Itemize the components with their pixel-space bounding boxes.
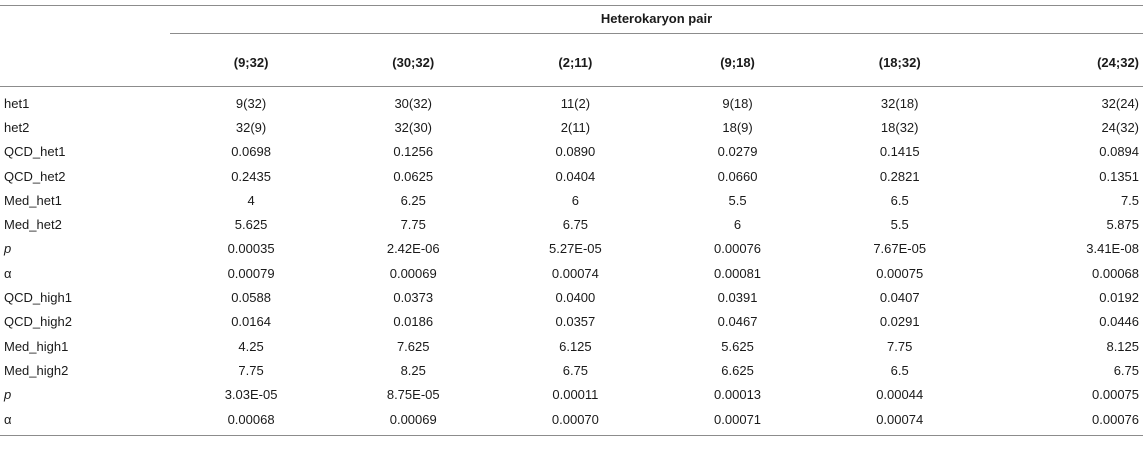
table-cell: 5.5 bbox=[728, 192, 747, 208]
table-cell: 0.0588 bbox=[231, 290, 271, 306]
table-cell: 0.00079 bbox=[227, 265, 275, 281]
row-label: p bbox=[4, 241, 12, 257]
table-cell: 0.0357 bbox=[555, 314, 596, 330]
row-label: het2 bbox=[4, 119, 30, 135]
table-row bbox=[0, 383, 1143, 407]
row-label: Med_het1 bbox=[4, 192, 62, 208]
table-cell: 5.625 bbox=[721, 338, 754, 354]
column-header-row bbox=[0, 38, 1143, 87]
table-row bbox=[0, 237, 1143, 261]
table-cell: 7.75 bbox=[400, 217, 426, 233]
column-header: (9;32) bbox=[170, 38, 332, 87]
row-label: p bbox=[4, 387, 12, 403]
table-cell: 0.0407 bbox=[879, 290, 920, 306]
table-cell: 6.125 bbox=[559, 338, 592, 354]
table-row bbox=[0, 407, 1143, 436]
table-row bbox=[0, 87, 1143, 116]
table-row bbox=[0, 310, 1143, 334]
table-cell: 7.75 bbox=[238, 362, 264, 378]
table-cell: 0.2821 bbox=[879, 168, 920, 184]
table-cell: 0.00074 bbox=[551, 265, 599, 281]
row-label: QCD_high1 bbox=[4, 290, 72, 306]
row-label: QCD_het2 bbox=[4, 168, 66, 184]
table-cell: 6.75 bbox=[562, 217, 589, 233]
table-cell: 0.00071 bbox=[656, 407, 818, 436]
table-cell: 7.75 bbox=[887, 338, 913, 354]
table-cell: 0.00011 bbox=[552, 387, 599, 403]
table-cell: 6.25 bbox=[400, 192, 426, 208]
table-cell: 0.0164 bbox=[231, 314, 271, 330]
row-label: QCD_high2 bbox=[4, 314, 72, 330]
table-cell: 0.0625 bbox=[393, 168, 434, 184]
table-row bbox=[0, 285, 1143, 309]
table-row bbox=[0, 140, 1143, 164]
row-label: Med_het2 bbox=[4, 217, 62, 233]
table-cell: 32(24) bbox=[1101, 95, 1140, 111]
table-cell: 32(9) bbox=[235, 119, 267, 135]
table-cell: 11(2) bbox=[560, 95, 591, 111]
table-cell: 0.00076 bbox=[981, 407, 1143, 436]
corner-cell bbox=[0, 6, 170, 39]
table-body bbox=[0, 87, 1143, 436]
table-cell: 6.75 bbox=[562, 362, 589, 378]
table-cell: 0.00068 bbox=[1092, 265, 1140, 281]
table-cell: 2(11) bbox=[560, 119, 591, 135]
table-cell: 8.75E-05 bbox=[386, 387, 440, 403]
table-cell: 0.0400 bbox=[555, 290, 596, 306]
table-cell: 24(32) bbox=[1101, 119, 1140, 135]
table-cell: 7.67E-05 bbox=[873, 241, 927, 257]
table-row bbox=[0, 261, 1143, 285]
table-cell: 4 bbox=[247, 192, 255, 208]
table-cell: 8.125 bbox=[1106, 338, 1140, 354]
row-label: QCD_het1 bbox=[4, 144, 66, 160]
table-cell: 32(18) bbox=[880, 95, 919, 111]
table-cell: 0.0890 bbox=[555, 144, 596, 160]
column-header: (2;11) bbox=[494, 38, 656, 87]
group-header-title: Heterokaryon pair bbox=[170, 11, 1143, 34]
column-header: (9;18) bbox=[656, 38, 818, 87]
table-cell: 0.0894 bbox=[1099, 144, 1140, 160]
table-cell: 0.00013 bbox=[714, 387, 762, 403]
table-cell: 0.00076 bbox=[714, 241, 762, 257]
table-cell: 6 bbox=[733, 217, 742, 233]
table-cell: 18(9) bbox=[722, 119, 753, 135]
table-cell: 0.0660 bbox=[717, 168, 758, 184]
table-cell: 32(30) bbox=[394, 119, 433, 135]
table-cell: 0.0391 bbox=[717, 290, 758, 306]
table-cell: 6.75 bbox=[1113, 362, 1140, 378]
table-cell: 5.625 bbox=[234, 217, 268, 233]
table-cell: 6.5 bbox=[890, 362, 909, 378]
table-cell: 0.00070 bbox=[494, 407, 656, 436]
table-cell: 0.0698 bbox=[231, 144, 271, 160]
table-cell: 0.0446 bbox=[1099, 314, 1140, 330]
table-cell: 0.1351 bbox=[1099, 168, 1140, 184]
table-row bbox=[0, 358, 1143, 382]
table-row bbox=[0, 212, 1143, 236]
group-header-cell bbox=[170, 6, 1143, 39]
table-cell: 0.00075 bbox=[1092, 387, 1140, 403]
table-cell: 0.00035 bbox=[227, 241, 275, 257]
table-cell: 0.0467 bbox=[717, 314, 758, 330]
table-row bbox=[0, 164, 1143, 188]
table-row bbox=[0, 188, 1143, 212]
table-cell: 0.0279 bbox=[717, 144, 758, 160]
table-cell: 7.625 bbox=[396, 338, 430, 354]
table-cell: 0.0291 bbox=[879, 314, 920, 330]
table-cell: 2.42E-06 bbox=[386, 241, 440, 257]
table-cell: 6.5 bbox=[890, 192, 909, 208]
table-cell: 0.00074 bbox=[819, 407, 981, 436]
column-header: (30;32) bbox=[332, 38, 494, 87]
table-cell: 7.5 bbox=[1120, 192, 1140, 208]
column-header: (24;32) bbox=[981, 38, 1143, 87]
table-cell: 5.27E-05 bbox=[549, 241, 602, 257]
table-cell: 6 bbox=[571, 192, 579, 208]
heterokaryon-table bbox=[0, 5, 1143, 436]
table-cell: 3.03E-05 bbox=[224, 387, 278, 403]
table-cell: 6.625 bbox=[721, 362, 754, 378]
row-label: het1 bbox=[4, 95, 30, 111]
table-cell: 0.00075 bbox=[876, 265, 924, 281]
row-label: Med_high2 bbox=[4, 362, 69, 378]
row-label-header bbox=[0, 38, 170, 87]
table-cell: 0.0192 bbox=[1099, 290, 1140, 306]
row-label: α bbox=[4, 265, 12, 281]
table-cell: 5.875 bbox=[1106, 217, 1140, 233]
table-row bbox=[0, 334, 1143, 358]
table-cell: 4.25 bbox=[238, 338, 264, 354]
table-cell: 5.5 bbox=[890, 217, 909, 233]
group-header-row bbox=[0, 6, 1143, 39]
table-cell: 0.00069 bbox=[332, 407, 494, 436]
table-row bbox=[0, 115, 1143, 139]
row-label: Med_high1 bbox=[4, 338, 69, 354]
table-cell: 0.00044 bbox=[876, 387, 924, 403]
table-cell: 0.0373 bbox=[393, 290, 434, 306]
table-cell: 30(32) bbox=[394, 95, 433, 111]
table-cell: 0.0404 bbox=[555, 168, 596, 184]
row-label: α bbox=[0, 407, 170, 436]
table-cell: 0.00081 bbox=[714, 265, 762, 281]
table-cell: 0.00069 bbox=[389, 265, 437, 281]
table-cell: 0.1415 bbox=[879, 144, 920, 160]
table-cell: 0.2435 bbox=[231, 168, 271, 184]
table-cell: 9(18) bbox=[722, 95, 753, 111]
table-cell: 0.00068 bbox=[170, 407, 332, 436]
table-cell: 8.25 bbox=[400, 362, 426, 378]
table-cell: 3.41E-08 bbox=[1086, 241, 1140, 257]
table-cell: 9(32) bbox=[235, 95, 267, 111]
table-cell: 0.1256 bbox=[393, 144, 434, 160]
table-cell: 18(32) bbox=[880, 119, 919, 135]
table-cell: 0.0186 bbox=[393, 314, 434, 330]
column-header: (18;32) bbox=[819, 38, 981, 87]
